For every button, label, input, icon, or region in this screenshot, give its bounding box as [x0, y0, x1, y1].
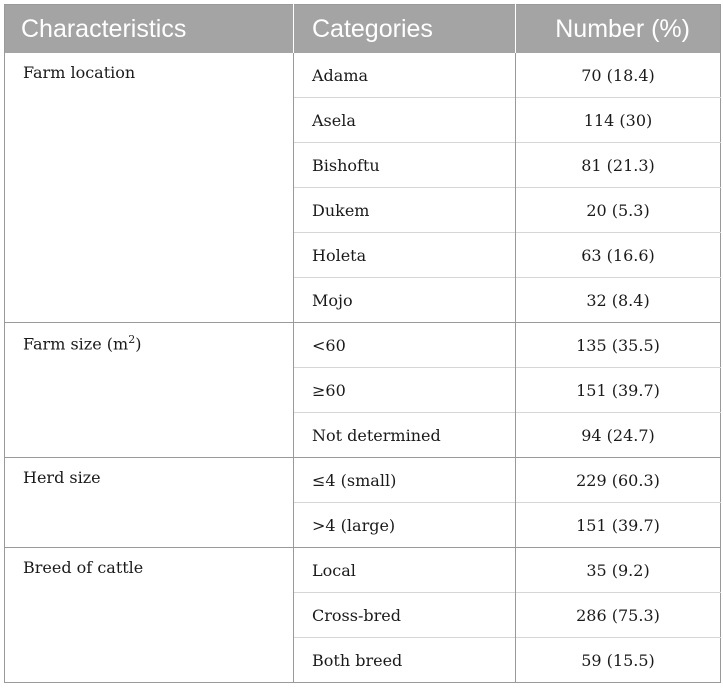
characteristic-herd-size: Herd size	[5, 458, 294, 548]
characteristic-farm-size	[5, 323, 294, 458]
category-cell: ≥60	[294, 368, 516, 413]
number-cell: 135 (35.5)	[516, 323, 721, 368]
number-cell: 63 (16.6)	[516, 233, 721, 278]
header-row	[5, 5, 721, 54]
category-cell: Bishoftu	[294, 143, 516, 188]
category-cell: Both breed	[294, 638, 516, 683]
characteristic-farm-location: Farm location	[23, 63, 136, 82]
number-cell: 286 (75.3)	[516, 593, 721, 638]
category-cell: Cross-bred	[294, 593, 516, 638]
number-cell: 151 (39.7)	[516, 503, 721, 548]
category-cell: Holeta	[294, 233, 516, 278]
header-characteristics: Characteristics	[5, 5, 294, 54]
category-cell: Mojo	[294, 278, 516, 323]
number-cell: 94 (24.7)	[516, 413, 721, 458]
number-cell: 59 (15.5)	[516, 638, 721, 683]
number-cell: 81 (21.3)	[516, 143, 721, 188]
category-cell: Not determined	[294, 413, 516, 458]
category-cell: Adama	[294, 53, 516, 98]
number-cell: 229 (60.3)	[516, 458, 721, 503]
number-cell: 151 (39.7)	[516, 368, 721, 413]
category-cell: >4 (large)	[294, 503, 516, 548]
number-cell: 114 (30)	[516, 98, 721, 143]
category-cell: Local	[294, 548, 516, 593]
category-cell: ≤4 (small)	[294, 458, 516, 503]
table-row	[5, 53, 721, 98]
category-cell: Asela	[294, 98, 516, 143]
characteristic-breed-of-cattle: Breed of cattle	[5, 548, 294, 683]
category-cell: <60	[294, 323, 516, 368]
number-cell: 70 (18.4)	[516, 53, 721, 98]
characteristics-table-container	[4, 4, 720, 683]
table-row	[5, 458, 721, 503]
number-cell: 35 (9.2)	[516, 548, 721, 593]
table-row	[5, 323, 721, 368]
header-categories: Categories	[294, 5, 516, 54]
characteristics-table	[4, 4, 721, 683]
superscript-2: 2	[128, 333, 136, 346]
table-row	[5, 548, 721, 593]
characteristic-farm-size-suffix: )	[135, 334, 142, 354]
category-cell: Dukem	[294, 188, 516, 233]
header-number: Number (%)	[516, 5, 721, 54]
number-cell: 20 (5.3)	[516, 188, 721, 233]
number-cell: 32 (8.4)	[516, 278, 721, 323]
characteristic-farm-size-text: Farm size (m	[23, 334, 129, 354]
